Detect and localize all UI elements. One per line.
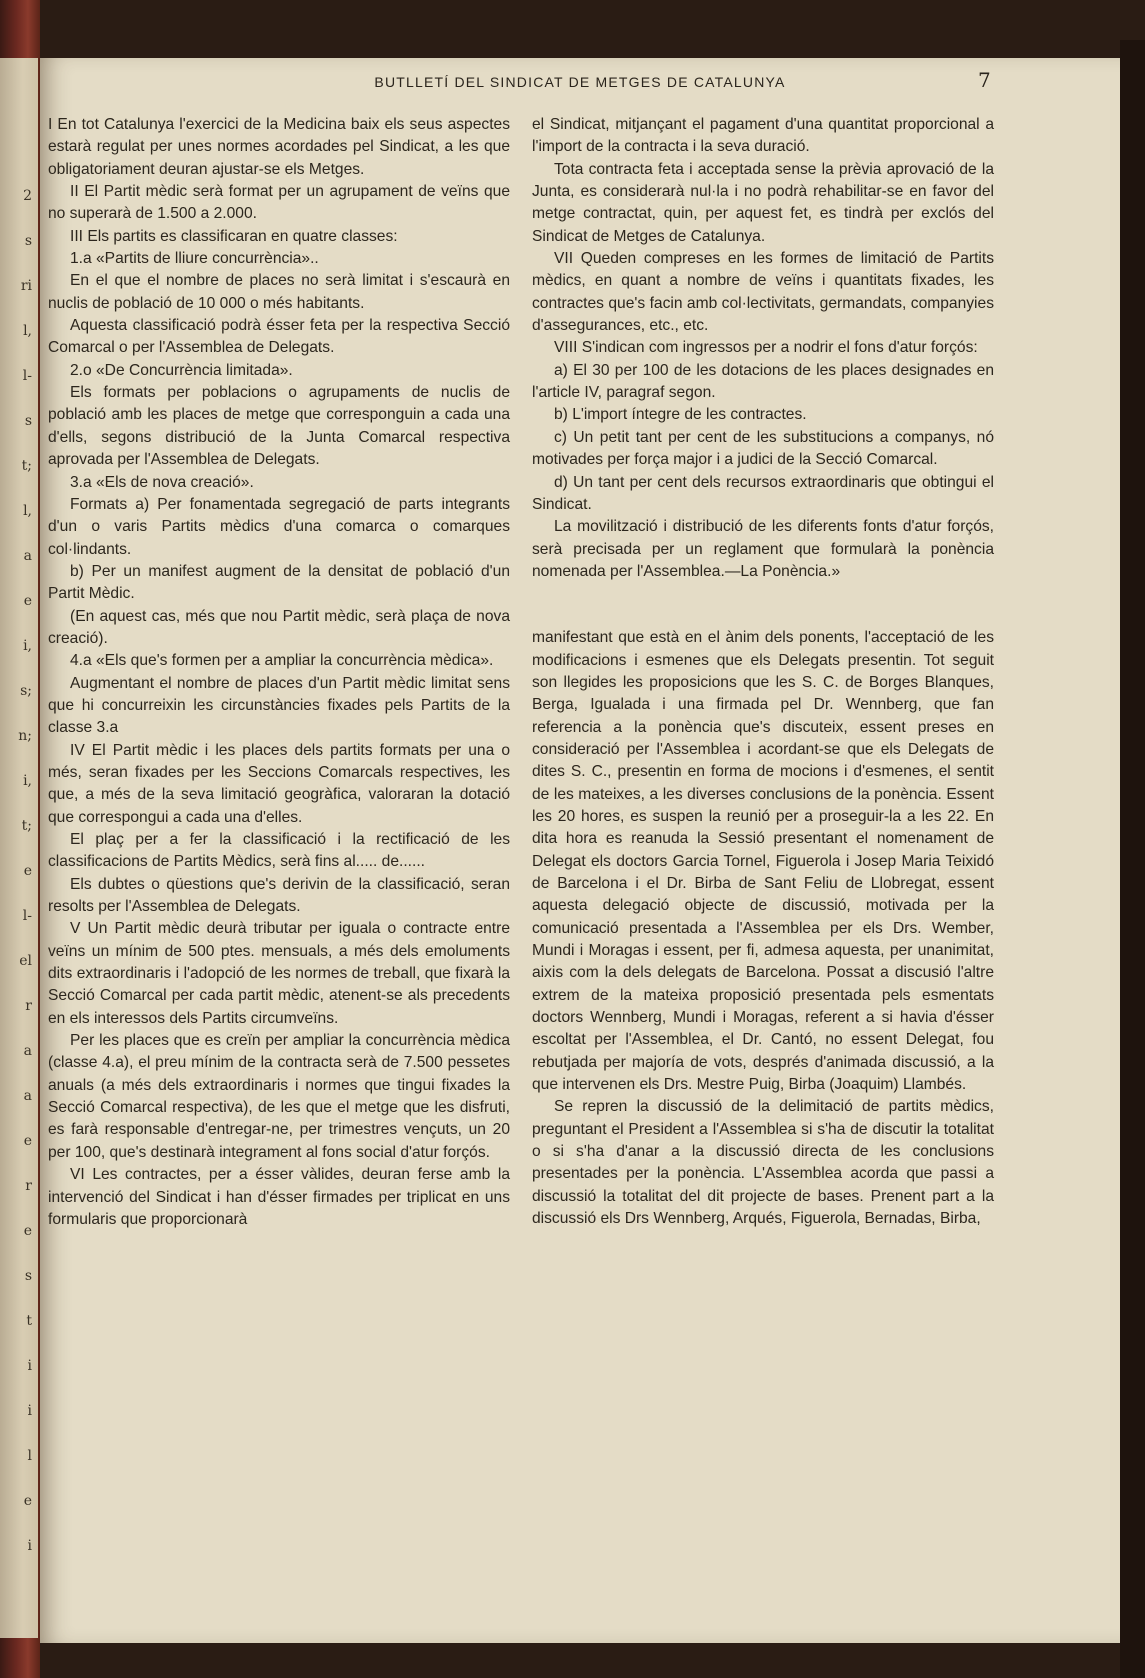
previous-page-fragment: i bbox=[27, 1358, 32, 1374]
previous-page-fragment: n; bbox=[18, 728, 32, 744]
running-title: BUTLLETÍ DEL SINDICAT DE METGES DE CATALUNYA bbox=[374, 74, 786, 90]
previous-page-fragment: ri bbox=[20, 278, 32, 294]
previous-page-fragment: e bbox=[23, 593, 32, 609]
left-column bbox=[48, 114, 510, 1231]
right-column bbox=[532, 114, 994, 1231]
previous-page-fragment: l- bbox=[22, 368, 32, 384]
paragraph: 1.a «Partits de lliure concurrència».. bbox=[70, 250, 319, 268]
paragraph: Els formats per poblacions o agrupaments de nuclis de població amb les places de metge que corresponguin a cada una d'ells, segons distribució de la Junta Comarcal respectiva aprovada per l'Assemblea de Delegats. bbox=[48, 384, 510, 469]
section-gap bbox=[532, 583, 994, 627]
paragraph: La movilització i distribució de les diferents fonts d'atur forçós, serà precisada per un reglament que formularà la ponència nomenada per l'Assemblea.—La Ponència.» bbox=[532, 518, 994, 580]
paragraph: IV El Partit mèdic i les places dels partits formats per una o més, seran fixades per les Seccions Comarcals respectives, les que, a més de la seva limitació geogràfica, valoraran la dotació que correspongui a cada una d'elles. bbox=[48, 741, 510, 826]
paragraph: III Els partits es classificaran en quatre classes: bbox=[70, 227, 398, 245]
paragraph: VI Les contractes, per a ésser vàlides, deuran ferse amb la intervenció del Sindicat i han d'ésser firmades per triplicat en uns formularis que proporcionarà bbox=[48, 1166, 510, 1228]
previous-page-fragment: l, bbox=[23, 323, 32, 339]
paragraph: El plaç per a fer la classificació i la rectificació de les classificacions de Partits Mèdics, serà fins al..... de...... bbox=[48, 831, 510, 871]
paragraph: Formats a) Per fonamentada segregació de parts integrants d'un o varis Partits mèdics d'una comarca o comarques col·lindants. bbox=[48, 495, 510, 558]
previous-page-fragment: i bbox=[27, 1538, 32, 1554]
previous-page-fragment: t bbox=[26, 1313, 32, 1329]
previous-page-fragment: e bbox=[23, 1133, 32, 1149]
previous-page-fragment: i, bbox=[23, 773, 32, 789]
scan-background-edge bbox=[1120, 40, 1145, 1678]
paragraph: 4.a «Els que's formen per a ampliar la concurrència mèdica». bbox=[70, 652, 494, 670]
previous-page-fragment: r bbox=[25, 1178, 32, 1194]
paragraph: Augmentant el nombre de places d'un Partit mèdic limitat sens que hi concurreixin les circunstàncies fixades pels Partits de la classe 3.a bbox=[48, 674, 510, 737]
previous-page-fragment: 2 bbox=[23, 188, 32, 204]
previous-page-fragment: i bbox=[27, 1403, 32, 1419]
previous-page-fragment: s bbox=[24, 413, 32, 429]
previous-page-fragment: i, bbox=[23, 638, 32, 654]
paragraph: d) Un tant per cent dels recursos extraordinaris que obtingui el Sindicat. bbox=[532, 473, 994, 513]
paragraph: a) El 30 per 100 de les dotacions de les places designades en l'article IV, paragraf segon. bbox=[532, 361, 994, 402]
previous-page-fragment: l- bbox=[22, 908, 32, 924]
paragraph: VII Queden compreses en les formes de limitació de Partits mèdics, en quant a nombre de veïns i quantitats fixades, les contractes que's facin amb col·lectivitats, germandats, companyies d'assegurances, etc., etc. bbox=[532, 250, 994, 335]
paragraph: Els dubtes o qüestions que's derivin de la classificació, seran resolts per l'Assemblea de Delegats. bbox=[48, 875, 510, 916]
previous-page-fragment: a bbox=[23, 548, 32, 564]
paragraph: 2.o «De Concurrència limitada». bbox=[70, 361, 293, 379]
previous-page-fragment: l bbox=[27, 1448, 32, 1464]
previous-page-fragment: t; bbox=[21, 458, 32, 474]
previous-page-fragment: s; bbox=[20, 683, 32, 699]
paragraph: b) L'import íntegre de les contractes. bbox=[554, 406, 807, 424]
previous-page-fragment: s bbox=[24, 1268, 32, 1284]
paragraph: II El Partit mèdic serà format per un agrupament de veïns que no superarà de 1.500 a 2.000. bbox=[48, 183, 510, 223]
page-number: 7 bbox=[978, 68, 991, 92]
previous-page-fragment: e bbox=[23, 1493, 32, 1509]
previous-page-fragment: t; bbox=[21, 818, 32, 834]
previous-page-fragment: l, bbox=[23, 503, 32, 519]
paragraph: V Un Partit mèdic deurà tributar per iguala o contracte entre veïns un mínim de 500 ptes. mensuals, a més dels emoluments dits extraordinaris i l'adopció de les normes de treball, que fixarà la Secció Comarcal per cada partit mèdic, atenent-se als precedents en els interessos dels Partits circumveïns. bbox=[48, 920, 510, 1027]
previous-page-fragment: e bbox=[23, 1223, 32, 1239]
previous-page-fragment: el bbox=[19, 953, 32, 969]
previous-page-edge bbox=[0, 58, 38, 1638]
paragraph: VIII S'indican com ingressos per a nodrir el fons d'atur forçós: bbox=[554, 339, 978, 357]
paragraph: (En aquest cas, més que nou Partit mèdic, serà plaça de nova creació). bbox=[48, 607, 510, 647]
paragraph: b) Per un manifest augment de la densitat de població d'un Partit Mèdic. bbox=[48, 562, 510, 603]
previous-page-fragment: a bbox=[23, 1088, 32, 1104]
previous-page-fragment: a bbox=[23, 1043, 32, 1059]
paragraph: Aquesta classificació podrà ésser feta per la respectiva Secció Comarcal o per l'Assemblea de Delegats. bbox=[48, 317, 510, 357]
paragraph: c) Un petit tant per cent de les substitucions a companys, nó motivades per força major i a judici de la Secció Comarcal. bbox=[532, 428, 994, 469]
previous-page-fragment: r bbox=[25, 998, 32, 1014]
previous-page-fragment: e bbox=[23, 863, 32, 879]
paragraph: el Sindicat, mitjançant el pagament d'una quantitat proporcional a l'import de la contracta i la seva duració. bbox=[532, 116, 994, 156]
paragraph: En el que el nombre de places no serà limitat i s'escaurà en nuclis de població de 10 000 o més habitants. bbox=[48, 272, 510, 312]
paragraph: I En tot Catalunya l'exercici de la Medicina baix els seus aspectes estarà regulat per unes normes acordades pel Sindicat, a les que obligatoriament deuran ajustar-se els Metges. bbox=[48, 116, 510, 178]
paragraph: Se repren la discussió de la delimitació de partits mèdics, preguntant el President a l'Assemblea si s'ha de discutir la totalitat o si s'ha d'anar a la discussió directa de les conclusions presentades per la ponència. L'Assemblea acorda que passi a discussió la totalitat del dit projecte de bases. Prenent part a la discussió els Drs Wennberg, Arqués, Figuerola, Bernadas, Birba, bbox=[532, 1098, 994, 1228]
paragraph: manifestant que està en el ànim dels ponents, l'acceptació de les modificacions i esmenes que els Delegats presentin. Tot seguit son llegides les proposicions que les S. C. de Borges Blanques, Berga, Igualada i una firmada pel Dr. Wennberg, que fan referencia a la ponència que's discuteix, essent preses en consideració per l'Assemblea i acordant-se que els Delegats de dites S. C., presentin en forma de mocions i d'esmenes, el sentit de les mateixes, a les diverses conclusions de la ponència. Essent les 20 hores, es suspen la reunió per a proseguir-la a les 22. En dita hora es reanuda la Sessió presentant el nomenament de Delegat els doctors Garcia Tornel, Figuerola i Josep Maria Teixidó de Barcelona i el Dr. Birba de Sant Feliu de Llobregat, essent aquesta delegació objecte de discussió, motivada per la comunicació presentada a l'Assemblea per els Drs. Wember, Mundi i Moragas i essent, per fi, admesa aquesta, per unanimitat, aixis com la dels delegats de Barcelona. Possat a discusió l'altre extrem de la mateixa proposició presentada pels esmentats doctors Wennberg, Mundi i Moragas, referent a si havia d'ésser escoltat per l'Assemblea, el Dr. Cantó, no essent Delegat, fou rebutjada per majoría de vots, després d'animada discussió, a la que intervenen els Drs. Mestre Puig, Birba (Joaquim) Llambés. bbox=[532, 629, 994, 1094]
paragraph: Per les places que es creïn per ampliar la concurrència mèdica (classe 4.a), el preu mínim de la contracta serà de 7.500 pessetes anuals (a més dels extraordinaris i normes que tingui fixades la Secció Comarcal respectiva), de les que el metge que les disfruti, es farà responsable d'entregar-ne, per trimestres vençuts, un 20 per 100, que's destinarà integrament al fons social d'atur forçós. bbox=[48, 1032, 510, 1161]
paragraph: 3.a «Els de nova creació». bbox=[70, 473, 254, 491]
paragraph: Tota contracta feta i acceptada sense la prèvia aprovació de la Junta, es considerarà nul·la i no podrà rehabilitar-se en favor del metge contractat, quin, per aquest fet, es tindrà per exclós del Sindicat de Metges de Catalunya. bbox=[532, 160, 994, 245]
previous-page-fragment: s bbox=[24, 233, 32, 249]
